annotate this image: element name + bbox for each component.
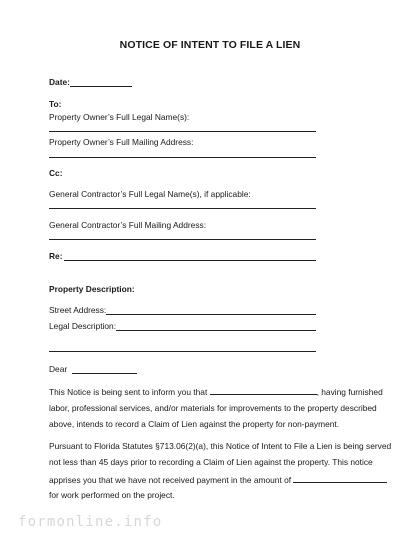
paragraph-1-line-1: [49, 386, 383, 397]
gc-address-field[interactable]: [49, 239, 316, 240]
owner-name-field[interactable]: [49, 131, 316, 132]
paragraph-1-text-a: This Notice is being sent to inform you that: [49, 387, 208, 397]
gc-address-label: General Contractor’s Full Mailing Address:: [49, 220, 207, 230]
salutation-label: Dear: [49, 364, 68, 374]
date-label: Date:: [49, 77, 70, 87]
paragraph-2-line-3: [49, 474, 387, 485]
salutation-field[interactable]: [72, 373, 137, 374]
legal-description-field[interactable]: [116, 330, 316, 331]
to-label: To:: [49, 99, 62, 109]
paragraph-2-text: apprises you that we have not received payment in the amount of: [49, 475, 292, 485]
re-label: Re:: [49, 251, 63, 261]
street-address-field[interactable]: [106, 314, 316, 315]
gc-name-field[interactable]: [49, 208, 316, 209]
watermark: formonline.info: [18, 514, 163, 530]
gc-name-label: General Contractor’s Full Legal Name(s), if applicable:: [49, 189, 251, 199]
paragraph-2-line-1: Pursuant to Florida Statutes §713.06(2)(a), this Notice of Intent to File a Lien is being served: [49, 441, 392, 451]
owner-address-field[interactable]: [49, 157, 316, 158]
legal-description-label: Legal Description:: [49, 321, 117, 331]
legal-description-field-2[interactable]: [49, 351, 316, 352]
re-field[interactable]: [64, 260, 316, 261]
document-title: NOTICE OF INTENT TO FILE A LIEN: [119, 39, 301, 51]
owner-address-label: Property Owner’s Full Mailing Address:: [49, 137, 194, 147]
paragraph-1-text-b: , having furnished: [316, 387, 383, 397]
paragraph-2-line-4: for work performed on the project.: [49, 490, 175, 500]
property-description-label: Property Description:: [49, 284, 135, 294]
claimant-name-field[interactable]: [210, 386, 317, 395]
date-field[interactable]: [70, 86, 132, 87]
paragraph-1-line-2: labor, professional services, and/or materials for improvements to the property described: [49, 403, 377, 413]
paragraph-2-line-2: not less than 45 days prior to recording a Claim of Lien against the property. This notice: [49, 457, 373, 467]
payment-amount-field[interactable]: [293, 474, 387, 483]
owner-name-label: Property Owner’s Full Legal Name(s):: [49, 112, 190, 122]
street-address-label: Street Address:: [49, 305, 107, 315]
paragraph-1-line-3: above, intends to record a Claim of Lien against the property for non-payment.: [49, 419, 340, 429]
cc-label: Cc:: [49, 168, 63, 178]
